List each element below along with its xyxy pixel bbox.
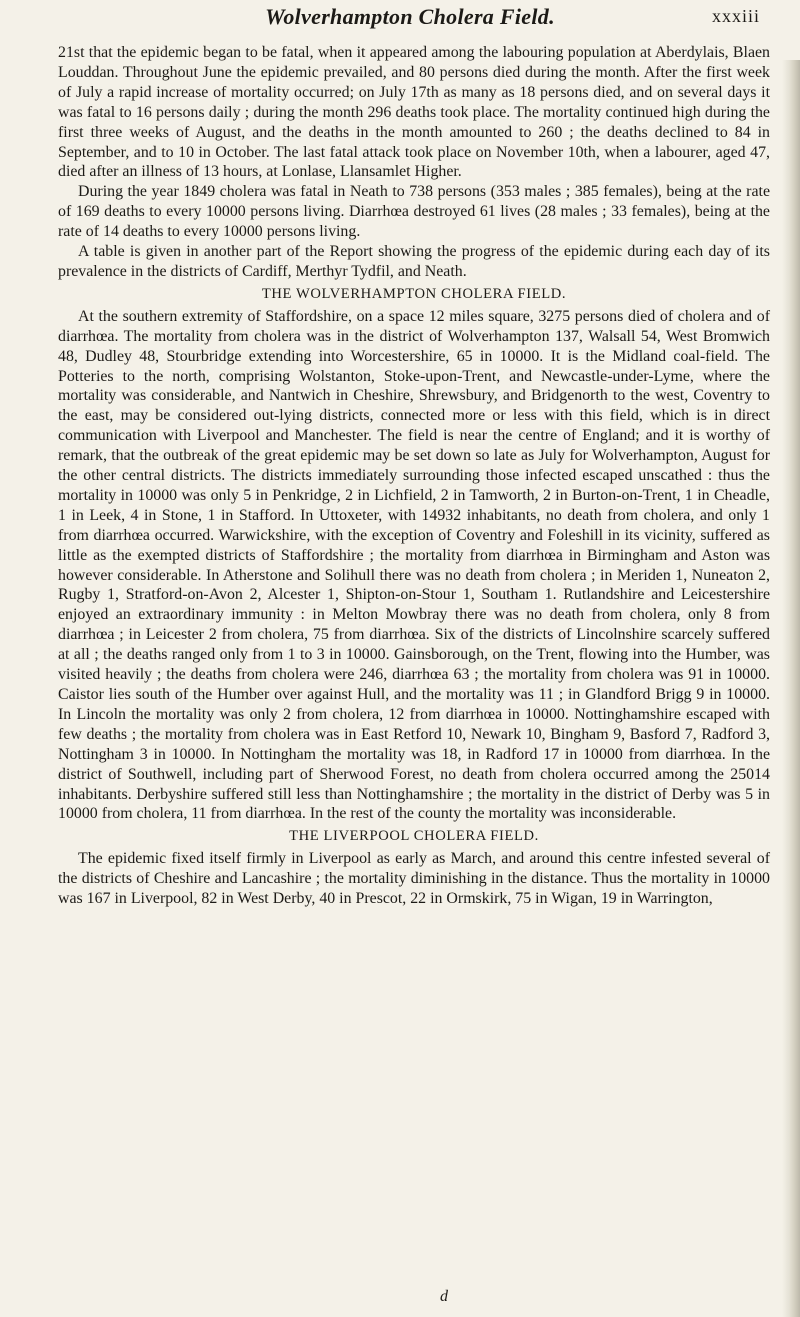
paragraph: During the year 1849 cholera was fatal in Neath to 738 persons (353 males ; 385 females), being at the rate of 169 deaths to every 10000 persons living. Diarrhœa destroyed 61 lives (28 males ; 33 females), being at the rate of 14 deaths to every 10000 persons living. <box>58 183 770 241</box>
section-heading: THE LIVERPOOL CHOLERA FIELD. <box>289 828 539 845</box>
paragraph: The epidemic fixed itself firmly in Liverpool as early as March, and around this centre infested several of the districts of Cheshire and Lancashire ; the mortality diminishing in the distance. Thus the mortality in 10000 was 167 in Liverpool, 82 in West Derby, 40 in Prescot, 22 in Ormskirk, 75 in Wigan, 19 in Warrington, <box>58 850 770 908</box>
page-edge-shadow <box>782 60 800 1317</box>
paragraph: A table is given in another part of the Report showing the progress of the epidemic during each day of its prevalence in the districts of Cardiff, Merthyr Tydfil, and Neath. <box>58 243 770 280</box>
body-text <box>58 43 770 909</box>
running-title: Wolverhampton Cholera Field. <box>265 4 555 29</box>
paragraph: At the southern extremity of Staffordshire, on a space 12 miles square, 3275 persons died of cholera and of diarrhœa. The mortality from cholera was in the district of Wolverhampton 137, Walsall 54, West Bromwich 48, Dudley 48, Stourbridge extending into Worcestershire, 65 in 10000. It is the Midland coal-field. The Potteries to the north, comprising Wolstanton, Stoke-upon-Trent, and Newcastle-under-Lyme, where the mortality was considerable, and Nantwich in Cheshire, Shrewsbury, and Bridgenorth to the west, Coventry to the east, may be considered out-lying districts, connected more or less with this field, which is in direct communication with Liverpool and Manchester. The field is near the centre of England; and it is worthy of remark, that the outbreak of the great epidemic may be set down so late as July for Wolverhampton, August for the other central districts. The districts immediately surrounding those infected escaped unscathed : thus the mortality in 10000 was only 5 in Penkridge, 2 in Lichfield, 2 in Tamworth, 2 in Burton-on-Trent, 1 in Cheadle, 1 in Leek, 4 in Stone, 1 in Stafford. In Uttoxeter, with 14932 inhabitants, no death from cholera, and only 1 from diarrhœa occurred. Warwickshire, with the exception of Coventry and Foleshill in its vicinity, suffered as little as the exempted districts of Staffordshire ; the mortality from diarrhœa in Birmingham and Aston was however considerable. In Atherstone and Solihull there was no death from cholera ; in Meriden 1, Nuneaton 2, Rugby 1, Stratford-on-Avon 2, Alcester 1, Shipton-on-Stour 1, Southam 1. Rutlandshire and Leicestershire enjoyed an extraordinary immunity : in Melton Mowbray there was no death from cholera, only 8 from diarrhœa ; in Leicester 2 from cholera, 75 from diarrhœa. Six of the districts of Lincolnshire scarcely suffered at all ; the deaths ranged only from 1 to 3 in 10000. Gainsborough, on the Trent, flowing into the Humber, was visited heavily ; the deaths from cholera were 246, diarrhœa 63 ; the mortality from cholera was 91 in 10000. Caistor lies south of the Humber over against Hull, and the mortality was 11 ; in Glandford Brigg 9 in 10000. In Lincoln the mortality was only 2 from cholera, 12 from diarrhœa in 10000. Nottinghamshire escaped with few deaths ; the mortality from cholera was in East Retford 10, Newark 10, Bingham 9, Basford 7, Radford 3, Nottingham 3 in 10000. In Nottingham the mortality was 18, in Radford 17 in 10000 from diarrhœa. In the district of Southwell, including part of Sherwood Forest, no death from cholera occurred among the 25014 inhabitants. Derbyshire suffered still less than Nottinghamshire ; the mortality in the district of Derby was 5 in 10000 from cholera, 11 from diarrhœa. In the rest of the county the mortality was inconsiderable. <box>58 307 770 823</box>
section-heading: THE WOLVERHAMPTON CHOLERA FIELD. <box>261 285 567 302</box>
signature-mark: d <box>440 1288 448 1305</box>
paragraph: 21st that the epidemic began to be fatal, when it appeared among the labouring population at Aberdylais, Blaen Louddan. Throughout June the epidemic prevailed, and 80 persons died during the month. After the first week of July a rapid increase of mortality occurred; on July 17th as many as 18 persons died, and on several days it was fatal to 16 persons daily ; during the month 296 deaths took place. The mortality continued high during the first three weeks of August, and the deaths in the month amounted to 260 ; the deaths declined to 84 in September, and to 10 in October. The last fatal attack took place on November 10th, when a labourer, aged 47, died after an illness of 13 hours, at Lonlase, Llansamlet Higher. <box>58 44 770 181</box>
page-header <box>60 4 760 34</box>
page-number: xxxiii <box>711 6 760 26</box>
